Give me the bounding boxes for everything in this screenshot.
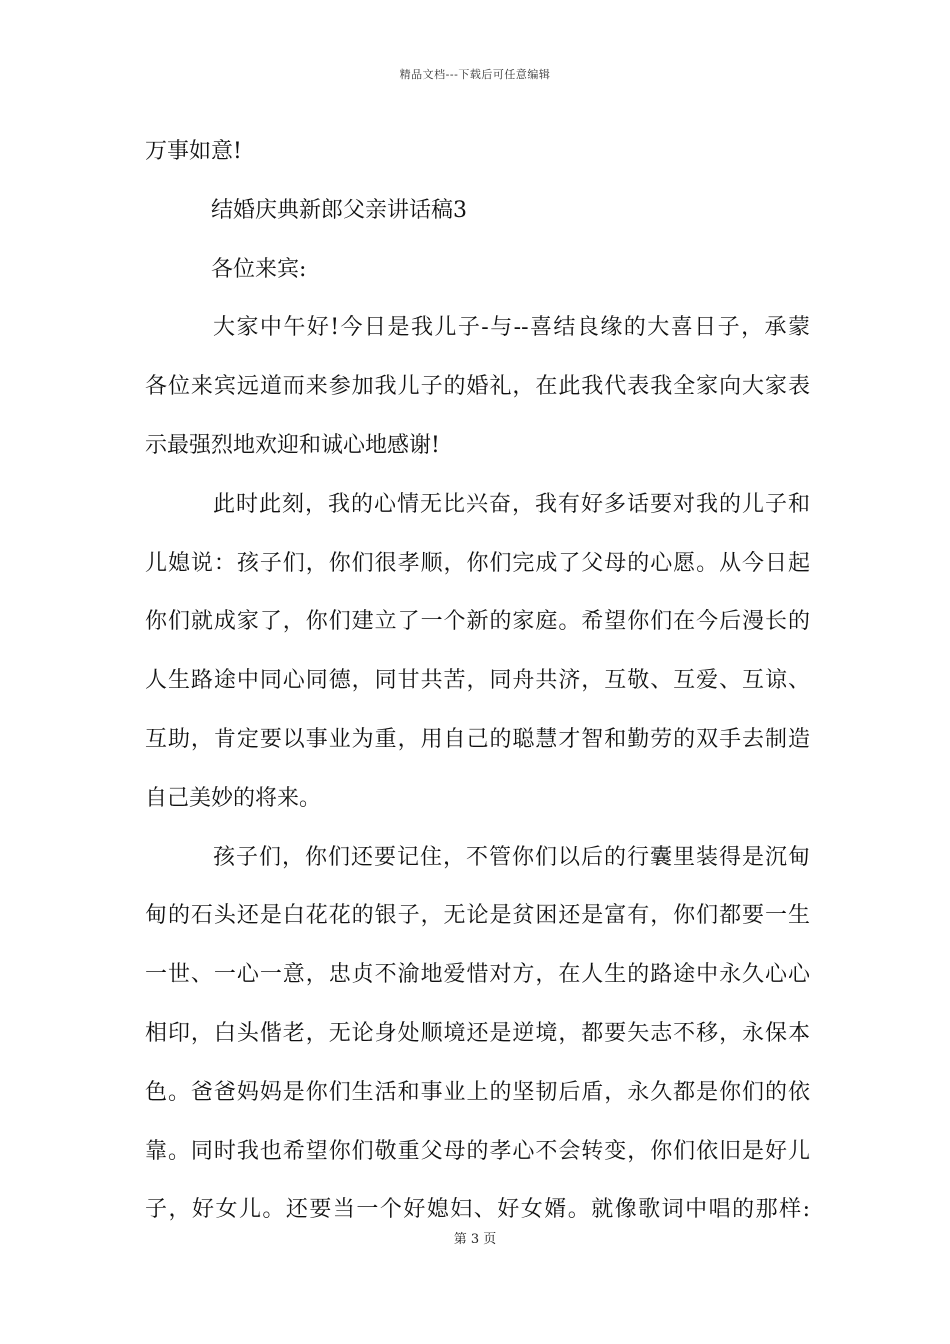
text-line: 靠。同时我也希望你们敬重父母的孝心不会转变，你们依旧是好儿: [145, 1138, 810, 1164]
salutation: 各位来宾:: [211, 256, 307, 282]
text-line: 各位来宾远道而来参加我儿子的婚礼，在此我代表我全家向大家表: [145, 374, 810, 400]
page-header: 精品文档---下载后可任意编辑: [399, 68, 551, 81]
text-line: 人生路途中同心同德，同甘共苦，同舟共济，互敬、互爱、互谅、: [145, 668, 810, 694]
text-line: 大家中午好!今日是我儿子-与--喜结良缘的大喜日子，承蒙: [213, 315, 810, 341]
text-line: 你们就成家了，你们建立了一个新的家庭。希望你们在今后漫长的: [145, 609, 810, 635]
text-line: 相印，白头偕老，无论身处顺境还是逆境，都要矢志不移，永保本: [145, 1020, 810, 1046]
text-line: 甸的石头还是白花花的银子，无论是贫困还是富有，你们都要一生: [145, 903, 810, 929]
text-line: 孩子们，你们还要记住，不管你们以后的行囊里装得是沉甸: [213, 844, 810, 870]
text-line: 互助，肯定要以事业为重，用自己的聪慧才智和勤劳的双手去制造: [145, 726, 810, 752]
document-body: [145, 132, 810, 1249]
text-line: 自己美妙的将来。: [145, 785, 322, 811]
text-line: 子，好女儿。还要当一个好媳妇、好女婿。就像歌词中唱的那样:: [145, 1197, 810, 1223]
page-number: 第 3 页: [453, 1232, 497, 1247]
section-title: 结婚庆典新郎父亲讲话稿3: [211, 197, 467, 223]
text-line: 示最强烈地欢迎和诚心地感谢!: [145, 432, 440, 458]
text-line: 万事如意!: [145, 139, 242, 164]
text-line: 一世、一心一意，忠贞不渝地爱惜对方，在人生的路途中永久心心: [145, 962, 810, 988]
text-line: 色。爸爸妈妈是你们生活和事业上的坚韧后盾，永久都是你们的依: [145, 1079, 810, 1105]
text-line: 此时此刻，我的心情无比兴奋，我有好多话要对我的儿子和: [213, 491, 810, 517]
text-line: 儿媳说：孩子们，你们很孝顺，你们完成了父母的心愿。从今日起: [145, 550, 810, 576]
